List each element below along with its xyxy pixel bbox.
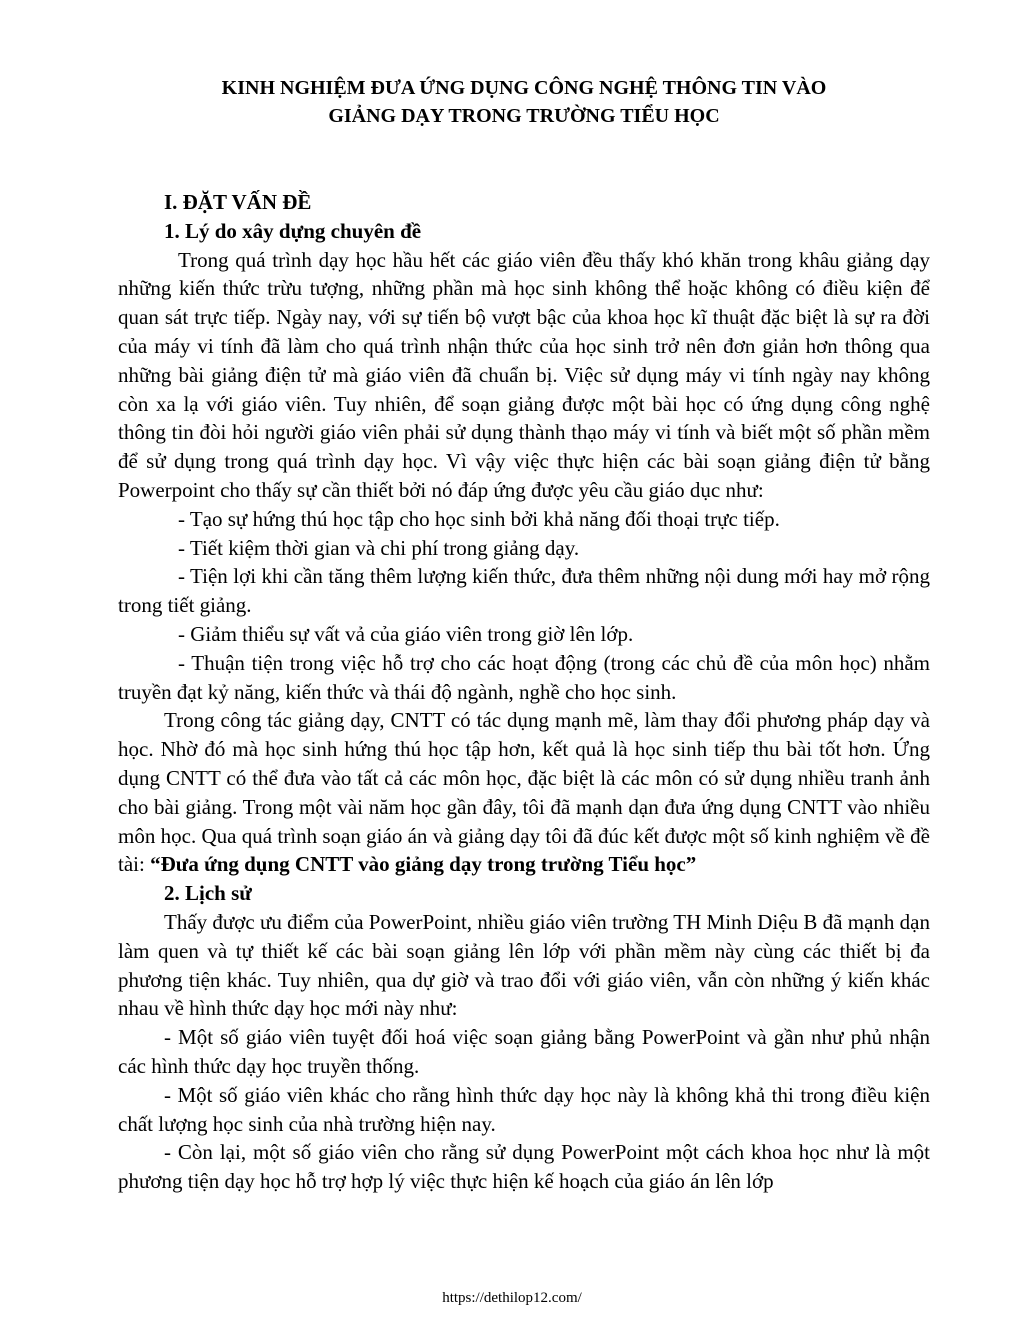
paragraph-history: Thấy được ưu điểm của PowerPoint, nhiều giáo viên trường TH Minh Diệu B đã mạnh dạn làm quen và tự thiết kế các bài soạn giảng lên lớp với phần mềm này cùng các thiết bị đa phương tiện khác. Tuy nhiên, qua dự giờ và trao đổi với giáo viên, vẫn còn những ý kiến khác nhau về hình thức dạy học mới này như: (118, 909, 930, 1021)
document-title (118, 74, 930, 130)
title-line-2: GIẢNG DẠY TRONG TRƯỜNG TIỂU HỌC (328, 105, 720, 127)
bullet-item: - Thuận tiện trong việc hỗ trợ cho các hoạt động (trong các chủ đề của môn học) nhằm truyền đạt kỷ năng, kiến thức và thái độ ngành, nghề cho học sinh. (118, 650, 930, 704)
bullet-item: - Một số giáo viên tuyệt đối hoá việc soạn giảng bằng PowerPoint và gần như phủ nhận các hình thức dạy học truyền thống. (118, 1025, 930, 1078)
subsection-heading-history: 2. Lịch sử (164, 881, 252, 906)
paragraph-reason: Trong quá trình dạy học hầu hết các giáo viên đều thấy khó khăn trong khâu giảng dạy những kiến thức trừu tượng, những phần mà học sinh không thể hoặc không có điều kiện để quan sát trực tiếp. Ngày nay, với sự tiến bộ vượt bậc của khoa học kĩ thuật đặc biệt là sự ra đời của máy vi tính đã làm cho quá trình nhận thức của học sinh trở nên đơn giản hơn thông qua những bài giảng điện tử mà giáo viên đã chuẩn bị. Việc sử dụng máy vi tính ngày nay không còn xa lạ với giáo viên. Tuy nhiên, để soạn giảng được một bài học có ứng dụng công nghệ thông tin đòi hỏi người giáo viên phải sử dụng thành thạo máy vi tính và biết một số phần mềm để sử dụng trong quá trình dạy học. Vì vậy việc thực hiện các bài soạn giảng điện tử bằng Powerpoint cho thấy sự cần thiết bởi nó đáp ứng được yêu cầu giáo dục như: (118, 247, 930, 502)
bullet-item: - Tạo sự hứng thú học tập cho học sinh bởi khả năng đối thoại trực tiếp. (178, 506, 780, 531)
bullet-item: - Còn lại, một số giáo viên cho rằng sử dụng PowerPoint một cách khoa học như là một phương tiện dạy học hỗ trợ hợp lý việc thực hiện kế hoạch của giáo án lên lớp (118, 1140, 930, 1194)
topic-title: “Đưa ứng dụng CNTT vào giảng dạy trong trường Tiểu học” (150, 852, 697, 877)
document-body (118, 160, 930, 1196)
bullet-item: - Tiết kiệm thời gian và chi phí trong giảng dạy. (178, 535, 580, 560)
footer-url: https://dethilop12.com/ (442, 1290, 582, 1306)
paragraph-cntt-text: Trong công tác giảng dạy, CNTT có tác dụng mạnh mẽ, làm thay đổi phương pháp dạy và học. Nhờ đó mà học sinh hứng thú học tập hơn, kết quả là học sinh tiếp thu bài tốt hơn. Ứng dụng CNTT có thể đưa vào tất cả các môn học, đặc biệt là các môn có sử dụng nhiều tranh ảnh cho bài giảng. Trong một vài năm học gần đây, tôi đã mạnh dạn đưa ứng dụng CNTT vào nhiều môn học. Qua quá trình soạn giáo án và giảng dạy tôi đã đúc kết được một số kinh nghiệm về đề tài: (118, 708, 930, 877)
subsection-heading-reason: 1. Lý do xây dựng chuyên đề (164, 218, 422, 243)
paragraph-cntt (118, 706, 930, 879)
section-heading: I. ĐẶT VẤN ĐỀ (164, 190, 312, 214)
title-line-1: KINH NGHIỆM ĐƯA ỨNG DỤNG CÔNG NGHỆ THÔNG TIN VÀO (221, 77, 827, 99)
bullet-item: - Một số giáo viên khác cho rằng hình thức dạy học này là không khả thi trong điều kiện chất lượng học sinh của nhà trường hiện nay. (118, 1082, 930, 1136)
bullet-item: - Giảm thiểu sự vất vả của giáo viên trong giờ lên lớp. (178, 621, 634, 646)
bullet-item: - Tiện lợi khi cần tăng thêm lượng kiến thức, đưa thêm những nội dung mới hay mở rộng trong tiết giảng. (118, 564, 930, 618)
